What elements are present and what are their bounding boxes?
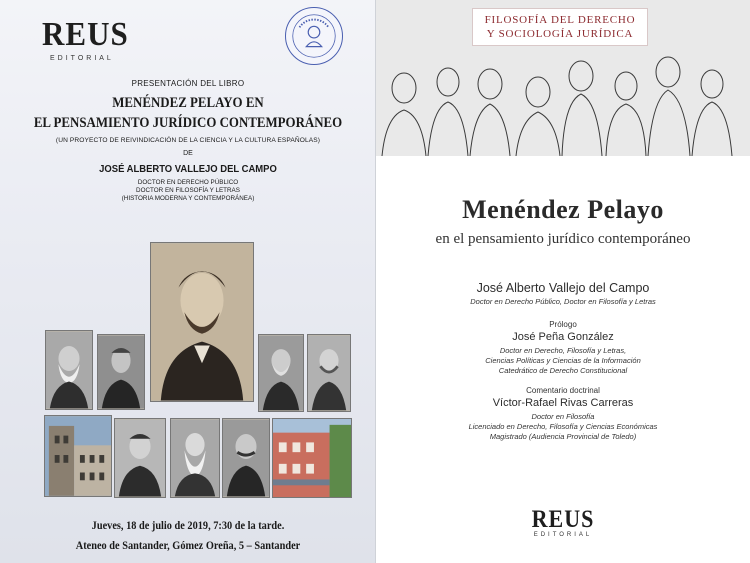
cover-commentary-line2: Licenciado en Derecho, Filosofía y Ciencias Económicas (468, 422, 658, 431)
cover-author-degrees: Doctor en Derecho Público, Doctor en Filosofía y Letras (470, 297, 656, 306)
building-photo-right (272, 418, 352, 498)
poster-degree3: (HISTORIA MODERNA Y CONTEMPORÁNEA) (121, 195, 255, 202)
portrait-photo-1 (45, 330, 93, 410)
poster-publisher-sub: EDITORIAL (50, 55, 114, 62)
cover-series-line2: Y SOCIOLOGÍA JURÍDICA (486, 28, 634, 40)
poster-subtitle: (UN PROYECTO DE REIVINDICACIÓN DE LA CIENCIA Y LA CULTURA ESPAÑOLAS) (55, 137, 321, 144)
ateneo-seal-icon (285, 7, 343, 65)
poster-event-date: Jueves, 18 de julio de 2019, 7:30 de la tarde. (91, 518, 285, 532)
cover-prologue-line3: Catedrático de Derecho Constitucional (498, 366, 628, 375)
poster-author: JOSÉ ALBERTO VALLEJO DEL CAMPO (99, 163, 277, 175)
cover-author: José Alberto Vallejo del Campo (476, 281, 650, 295)
portrait-photo-main (150, 242, 254, 402)
poster-de: DE (183, 150, 193, 157)
poster-event-venue: Ateneo de Santander, Gómez Oreña, 5 – Santander (75, 538, 301, 552)
portrait-photo-4 (307, 334, 351, 412)
cover-title: Menéndez Pelayo (462, 195, 664, 224)
cover-portrait-sketches (376, 46, 750, 156)
cover-commentary-label: Comentario doctrinal (526, 386, 600, 395)
portrait-photo-2 (97, 334, 145, 410)
portrait-photo-6 (170, 418, 220, 498)
cover-series-label (472, 8, 648, 46)
poster-degree2: DOCTOR EN FILOSOFÍA Y LETRAS (136, 187, 240, 194)
cover-subtitle: en el pensamiento jurídico contemporáneo (435, 231, 691, 247)
cover-prologue-name: José Peña González (512, 331, 614, 343)
poster-degree1: DOCTOR EN DERECHO PÚBLICO (137, 179, 239, 186)
cover-commentary-line1: Doctor en Filosofía (531, 412, 595, 421)
cover-series-line1: FILOSOFÍA DEL DERECHO (484, 14, 636, 26)
poster-presentation-label: PRESENTACIÓN DEL LIBRO (131, 79, 245, 88)
portrait-photo-7 (222, 418, 270, 498)
building-photo-left (44, 415, 112, 497)
cover-publisher-logo: REUS (531, 504, 595, 533)
poster-publisher-logo: REUS (42, 14, 129, 53)
portrait-photo-3 (258, 334, 304, 412)
cover-commentary-line3: Magistrado (Audiencia Provincial de Toledo) (489, 432, 637, 441)
cover-publisher-sub: EDITORIAL (533, 532, 593, 538)
poster-title-line2: EL PENSAMIENTO JURÍDICO CONTEMPORÁNEO (33, 115, 343, 131)
cover-top-band (376, 0, 750, 156)
portrait-photo-5 (114, 418, 166, 498)
cover-prologue-line1: Doctor en Derecho, Filosofía y Letras, (499, 346, 627, 355)
book-cover (376, 0, 750, 563)
poster-title-line1: MENÉNDEZ PELAYO EN (112, 95, 264, 111)
cover-commentary-name: Víctor-Rafael Rivas Carreras (492, 397, 634, 409)
cover-prologue-label: Prólogo (549, 320, 577, 329)
cover-prologue-line2: Ciencias Políticas y Ciencias de la Información (485, 356, 641, 365)
